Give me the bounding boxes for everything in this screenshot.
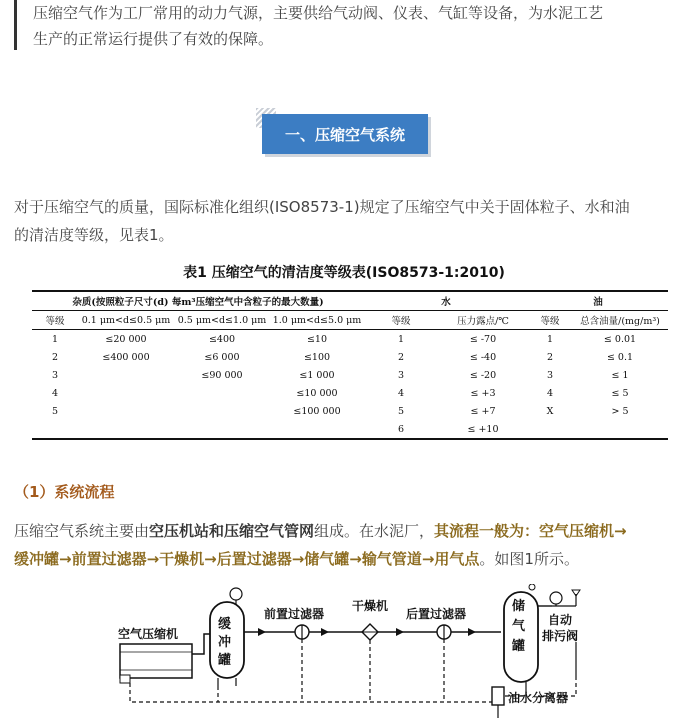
table-cell: 2 [51,351,59,363]
table-cell: ≤ 1 [611,369,629,381]
col-header: 等级 [528,311,572,330]
header-particles: 杂质(按照粒子尺寸(d) 每m³压缩空气中含粒子的最大数量) [32,291,364,311]
table-cell: ≤ 5 [611,387,629,399]
sub-heading-system-flow: （1）系统流程 [14,483,115,501]
col-header: 1.0 μm<d≤5.0 μm [270,311,364,330]
table-cell: 1 [546,333,554,345]
quality-paragraph [14,193,678,249]
table-cell [78,402,174,420]
oil-water-separator-shape [492,687,504,705]
table-cell [32,420,78,439]
table-cell [528,420,572,439]
col-header: 总含油量/(mg/m³) [572,311,668,330]
flow-text-d: 其流程一般为：空气压缩机→ [434,522,627,540]
table-cell [174,420,270,439]
table-cell: ≤10 000 [296,387,338,399]
buffer-label-3: 罐 [218,653,232,668]
table-cell: > 5 [611,405,629,417]
table-cell: ≤6 000 [204,351,240,363]
col-header: 等级 [364,311,438,330]
flow-text-f: 。如图1所示。 [479,550,579,568]
table-group-header [32,291,668,311]
table-cell: ≤ -70 [469,333,497,345]
table-row [32,384,668,402]
table-cell: 2 [397,351,405,363]
flow-paragraph [14,517,678,573]
drain-valve-label-1: 自动 [548,613,573,627]
table-cell: 3 [397,369,405,381]
post-filter-label: 后置过滤器 [406,607,467,621]
tank-gauge-icon [550,592,562,604]
table-cell [174,402,270,420]
table-row [32,402,668,420]
cleanliness-table [32,290,668,440]
pre-filter-label: 前置过滤器 [264,607,325,621]
table-cell: 2 [546,351,554,363]
table-cell: ≤ +7 [470,405,496,417]
section-heading [262,114,428,154]
table-row [32,330,668,349]
section-title: 一、压缩空气系统 [262,114,428,154]
table-cell: ≤1 000 [299,369,335,381]
flow-line-2 [14,545,678,573]
table-cell [174,384,270,402]
table-cell: 4 [397,387,405,399]
buffer-label-1: 缓 [218,617,232,632]
table-cell: ≤ 0.01 [603,333,637,345]
quality-line-2: 的清洁度等级，见表1。 [14,226,174,244]
table-cell: 3 [546,369,554,381]
intro-paragraph [14,0,688,50]
table-cell: 4 [546,387,554,399]
flow-line-1 [14,517,678,545]
separator-label: 油水分离器 [508,691,569,705]
table-cell: 4 [51,387,59,399]
table-title: 表1 压缩空气的清洁度等级表(ISO8573-1:2010) [183,265,505,281]
intro-line-1: 压缩空气作为工厂常用的动力气源，主要供给气动阀、仪表、气缸等设备，为水泥工艺 [33,4,604,22]
table-cell [572,420,668,439]
table-cell: 3 [51,369,59,381]
table-cell: ≤ +10 [438,420,528,439]
table-cell: 6 [364,420,438,439]
table-cell: ≤ -40 [469,351,497,363]
dryer-label: 干燥机 [352,599,389,613]
table-cell: 5 [51,405,59,417]
pressure-gauge-icon [230,588,242,600]
col-header: 0.5 μm<d≤1.0 μm [174,311,270,330]
quality-line-1: 对于压缩空气的质量，国际标准化组织(ISO8573-1)规定了压缩空气中关于固体粒子、水和油 [14,198,630,216]
table-cell: ≤400 000 [102,351,150,363]
table-row [32,366,668,384]
table-cell: ≤400 [208,333,236,345]
table-cell: ≤100 [303,351,331,363]
table-cell [78,366,174,384]
table-cell [78,420,174,439]
compressor-label: 空气压缩机 [118,627,179,641]
flow-text-b: 空压机站和压缩空气管网 [149,522,315,540]
table-cell: ≤ -20 [469,369,497,381]
col-header: 0.1 μm<d≤0.5 μm [78,311,174,330]
col-header: 压力露点/℃ [438,311,528,330]
table-cell: ≤10 [306,333,328,345]
table-cell: X [546,405,554,417]
header-oil: 油 [528,291,668,311]
table-cell: 1 [51,333,59,345]
header-water: 水 [364,291,528,311]
drain-valve-label-2: 排污阀 [542,629,579,643]
tank-label-1: 储 [512,599,526,614]
table-cell: ≤100 000 [293,405,341,417]
table-cell: ≤ 0.1 [606,351,634,363]
table-cell: ≤90 000 [201,369,243,381]
system-flow-diagram [106,584,586,720]
table-cell [78,384,174,402]
table-cell [270,420,364,439]
table-cell: 5 [397,405,405,417]
col-header: 等级 [32,311,78,330]
tank-label-2: 气 [512,619,526,634]
flow-text-a: 压缩空气系统主要由 [14,522,150,540]
buffer-label-2: 冲 [218,635,232,650]
table-cell: ≤ +3 [470,387,496,399]
table-row [32,420,668,439]
table-cell: 1 [397,333,405,345]
intro-line-2: 生产的正常运行提供了有效的保障。 [33,30,274,48]
flow-text-c: 组成。在水泥厂， [314,522,435,540]
table-column-header [32,311,668,330]
compressor-shape [120,644,192,678]
flow-text-e: 缓冲罐→前置过滤器→干燥机→后置过滤器→储气罐→输气管道→用气点 [14,550,480,568]
table-row [32,348,668,366]
tank-label-3: 罐 [512,639,526,654]
table-cell: ≤20 000 [105,333,147,345]
